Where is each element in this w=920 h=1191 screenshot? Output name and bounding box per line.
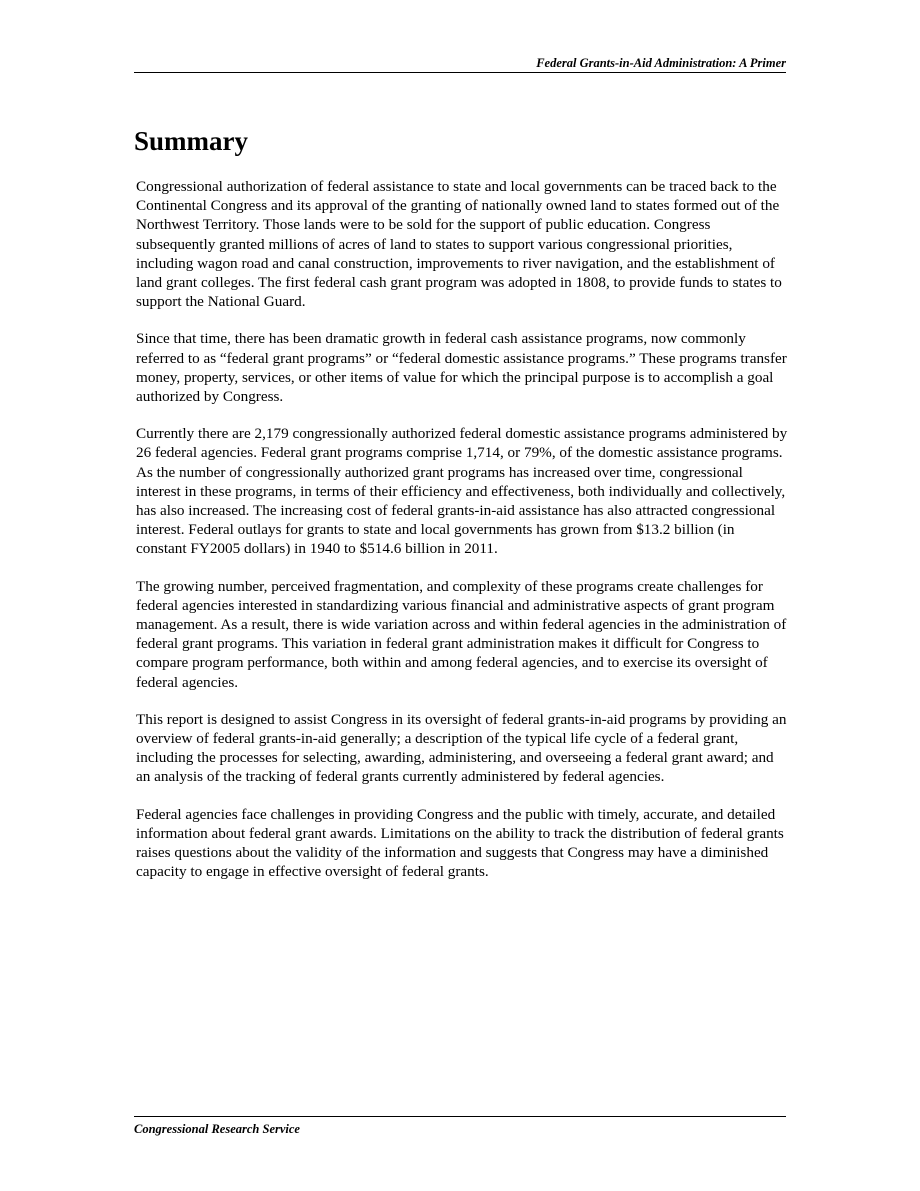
paragraph: This report is designed to assist Congress in its oversight of federal grants-in-aid programs by providing an overview of federal grants-in-aid generally; a description of the typical life cycle of a federal grant, including the processes for selecting, awarding, administering, and overseeing a federal grant award; and an analysis of the tracking of federal grants currently administered by federal agencies. [136, 710, 787, 786]
running-footer: Congressional Research Service [134, 1122, 300, 1136]
paragraph: The growing number, perceived fragmentation, and complexity of these programs create challenges for federal agencies interested in standardizing various financial and administrative aspects of grant program management. As a result, there is wide variation across and within federal agencies in the administration of federal grant programs. This variation in federal grant administration makes it difficult for Congress to compare program performance, both within and among federal agencies, and to exercise its oversight of federal agencies. [136, 577, 787, 691]
header-divider [134, 72, 786, 73]
section-title: Summary [134, 126, 248, 156]
paragraph: Currently there are 2,179 congressionally authorized federal domestic assistance programs administered by 26 federal agencies. Federal grant programs comprise 1,714, or 79%, of the domestic assistance programs. As the number of congressionally authorized grant programs has increased over time, congressional interest in these programs, in terms of their efficiency and effectiveness, both individually and collectively, has also increased. The increasing cost of federal grants-in-aid assistance has also attracted congressional interest. Federal outlays for grants to state and local governments has grown from $13.2 billion (in constant FY2005 dollars) in 1940 to $514.6 billion in 2011. [136, 425, 788, 558]
paragraph: Congressional authorization of federal assistance to state and local governments can be traced back to the Continental Congress and its approval of the granting of nationally owned land to states formed out of the Northwest Territory. Those lands were to be sold for the support of public education. Congress subsequently granted millions of acres of land to states to support various congressional priorities, including wagon road and canal construction, improvements to river navigation, and the establishment of land grant colleges. The first federal cash grant program was adopted in 1808, to provide funds to states to support the National Guard. [136, 178, 782, 311]
summary-body [136, 177, 788, 900]
footer-divider [134, 1116, 786, 1117]
running-header: Federal Grants-in-Aid Administration: A Primer [536, 56, 786, 70]
paragraph: Since that time, there has been dramatic growth in federal cash assistance programs, now commonly referred to as “federal grant programs” or “federal domestic assistance programs.” These programs transfer money, property, services, or other items of value for which the principal purpose is to accomplish a goal authorized by Congress. [136, 330, 787, 406]
paragraph: Federal agencies face challenges in providing Congress and the public with timely, accurate, and detailed information about federal grant awards. Limitations on the ability to track the distribution of federal grants raises questions about the validity of the information and suggests that Congress may have a diminished capacity to engage in effective oversight of federal grants. [136, 805, 784, 881]
